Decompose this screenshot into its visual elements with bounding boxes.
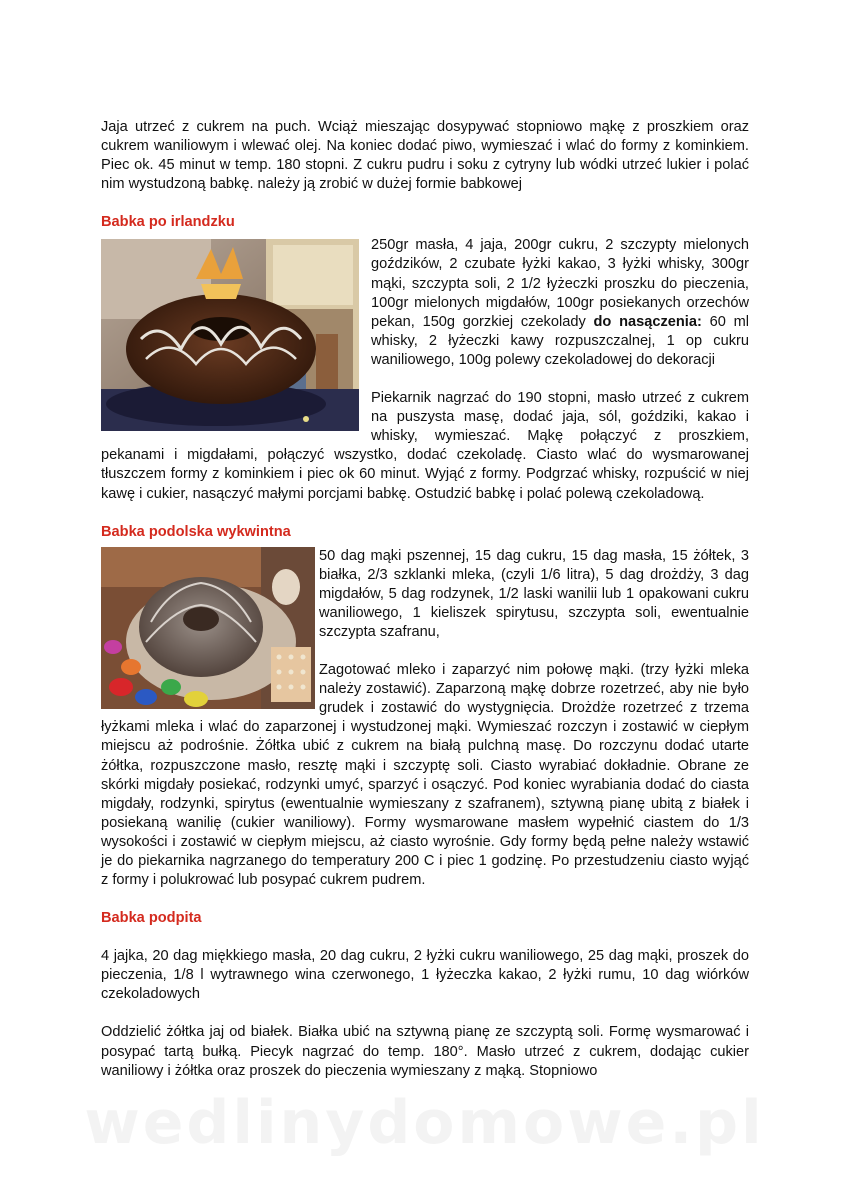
recipe1-method: Piekarnik nagrzać do 190 stopni, masło utrzeć z cukrem na puszysta masę, dodać jaja, sól, goździki, kakao i whisky, wymieszać. Mąkę połączyć z proszkiem, pekanami i migdałami, połączyć wszystko, dodać czekoladę. Ciasto wlać do wysmarowanej tłuszczem formy z kominkiem i piec ok 60 minut. Wyjąć z formy. Podgrzać whisky, rozpuścić w niej kawę i cukier, nasączyć małymi porcjami babkę. Ostudzić babkę i polać polewą czekoladową. [101,390,749,502]
watermark: wedlinydomowe.pl [84,1088,765,1158]
recipe3-ingredients: 4 jajka, 20 dag miękkiego masła, 20 dag cukru, 2 łyżki cukru waniliowego, 25 dag mąki, proszek do pieczenia, 1/8 l wytrawnego wina czerwonego, 1 łyżeczka kakao, 2 łyżki rumu, 10 dag wiórków czekoladowych [101,948,749,1003]
recipe1-soak-label: do nasączenia: [593,313,702,330]
babka-podolska-image [101,547,315,709]
recipe2-ingredients: 50 dag mąki pszennej, 15 dag cukru, 15 dag masła, 15 żółtek, 3 białka, 2/3 szklanki mleka, (czyli 1/6 litra), 5 dag drożdży, 3 dag migdałów, 5 dag rodzynek, 1/2 laski wanilii lub 1 opakowani cukru waniliowego, 1 kieliszek spirytusu, szczypta soli, ewentualnie szczypta szafranu, [319,547,749,640]
babka-podolska-photo [101,547,315,709]
document-page [101,118,749,1081]
recipe-title-babka-podolska: Babka podolska wykwintna [101,523,291,540]
recipe-title-babka-podpita: Babka podpita [101,910,202,927]
recipe1-soak-text: 60 ml whisky, 2 łyżeczki kawy rozpuszczalnej, 1 op cukru waniliowego, 100g polewy czekoladowej do dekoracji [371,313,749,368]
recipe2-method: Zagotować mleko i zaparzyć nim połowę mąki. (trzy łyżki mleka należy zostawić). Zaparzoną mąkę dobrze rozetrzeć, aby nie było grudek i zostawić do wystygnięcia. Drożdże rozetrzeć z trzema łyżkami mleka i wlać do zaparzonej i wystudzonej mąki. Wymieszać rozczyn i zostawić w ciepłym miejscu aż podrośnie. Żółtka ubić z cukrem na białą pulchną masę. Do rozczynu dodać utarte żółtka, rozpuszczone masło, resztę mąki i szczyptę soli. Ciasto wyrabiać dokładnie. Obrane ze skórki migdały posiekać, rodzynki umyć, sparzyć i osączyć. Pod koniec wyrabiania dodać do ciasta migdały, rodzynki, spirytus (ewentualnie wymieszany z szafranem), sztywną pianę ubitą z białek i posiekaną wanilię (cukier waniliowy). Formy wysmarowane masłem wypełnić ciastem do 1/3 wysokości i zostawić w ciepłym miejscu, aż ciasto wyrośnie. Gdy formy będą pełne należy wstawić je do piekarnika nagrzanego do temperatury 200 C i piec 1 godzinę. Po przestudzeniu ciasto wyjąć z formy i polukrować lub posypać cukrem pudrem. [101,662,749,889]
babka-irlandzka-photo [101,239,359,431]
recipe-title-babka-po-irlandzku: Babka po irlandzku [101,214,235,231]
recipe1-ingredients-text: 250gr masła, 4 jaja, 200gr cukru, 2 szczypty mielonych goździków, 2 czubate łyżki kakao, 3 łyżki whisky, 300gr mąki, szczypta soli, 2 1/2 łyżeczki proszku do pieczenia, 100gr mielonych migdałów, 100gr posiekanych orzechów pekan, 150g gorzkiej czekolady [371,237,749,330]
babka-irlandzka-image [101,239,359,431]
recipe3-method: Oddzielić żółtka jaj od białek. Białka ubić na sztywną pianę ze szczyptą soli. Formę wysmarować i posypać tartą bułką. Piecyk nagrzać do temp. 180°. Masło utrzeć z cukrem, dodając cukier waniliowy i żółtka oraz proszek do pieczenia wymieszany z mąką. Stopniowo [101,1024,749,1079]
intro-paragraph: Jaja utrzeć z cukrem na puch. Wciąż mieszając dosypywać stopniowo mąkę z proszkiem oraz cukrem waniliowym i wlewać olej. Na koniec dodać piwo, wymieszać i wlać do formy z kominkiem. Piec ok. 45 minut w temp. 180 stopni. Z cukru pudru i soku z cytryny lub wódki utrzeć lukier i polać nim wystudzoną babkę. należy ją zrobić w dużej formie babkowej [101,119,749,193]
